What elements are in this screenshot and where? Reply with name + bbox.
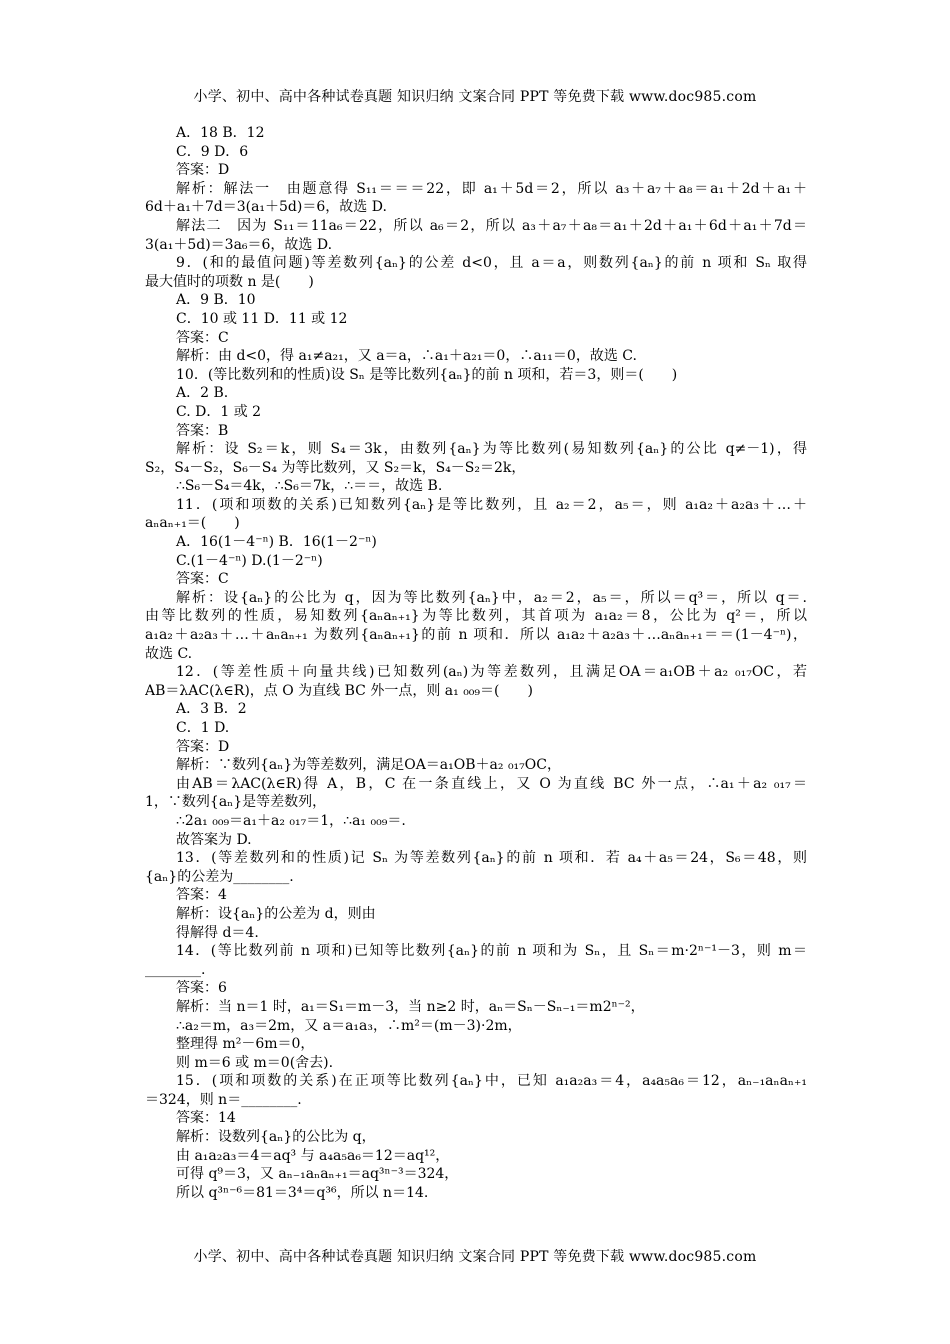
document-body bbox=[145, 124, 807, 1202]
text-line: ∴2a₁ ₀₀₉＝a₁＋a₂ ₀₁₇＝1，∴a₁ ₀₀₉＝. bbox=[176, 812, 406, 829]
text-line: 11．(项和项数的关系)已知数列{aₙ}是等比数列，且 a₂＝2，a₅＝，则 a₁a₂＋a₂a₃＋…＋ bbox=[176, 496, 807, 513]
text-line: 10．(等比数列和的性质)设 Sₙ 是等比数列{aₙ}的前 n 项和，若＝3，则＝( ) bbox=[176, 366, 678, 383]
text-line: C．9 D．6 bbox=[176, 143, 249, 160]
text-line: 由 a₁a₂a₃＝4＝aq³ 与 a₄a₅a₆＝12＝aq¹²， bbox=[176, 1147, 450, 1164]
text-line: 解析：设数列{aₙ}的公比为 q， bbox=[176, 1129, 376, 1146]
text-line: 由等比数列的性质，易知数列{aₙaₙ₊₁}为等比数列，其首项为 a₁a₂＝8，公比为 q²＝，所以 bbox=[145, 608, 807, 625]
text-line: ∴S₆－S₄＝4k，∴S₆＝7k，∴＝＝，故选 B. bbox=[176, 478, 443, 495]
text-line: 答案：D bbox=[176, 738, 230, 755]
text-line: 6d＋a₁＋7d＝3(a₁＋5d)＝6，故选 D. bbox=[145, 199, 387, 216]
text-line: C. D．1 或 2 bbox=[176, 403, 262, 420]
page-footer-banner: 小学、初中、高中各种试卷真题 知识归纳 文案合同 PPT 等免费下载 www.doc985.com bbox=[193, 1249, 757, 1265]
text-line: S₂，S₄－S₂，S₆－S₄ 为等比数列，又 S₂＝k，S₄－S₂＝2k， bbox=[145, 459, 526, 476]
text-line: 12．(等差性质＋向量共线)已知数列(aₙ)为等差数列，且满足OA＝a₁OB＋a₂ ₀₁₇OC，若 bbox=[176, 664, 807, 681]
text-line: ∴a₂＝m，a₃＝2m，又 a＝a₁a₃，∴m²＝(m－3)·2m， bbox=[176, 1017, 522, 1034]
text-line: 则 m＝6 或 m＝0(舍去). bbox=[176, 1054, 334, 1071]
text-line: 解析：∵数列{aₙ}为等差数列，满足OA＝a₁OB＋a₂ ₀₁₇OC， bbox=[176, 757, 561, 774]
text-line: AB＝λAC(λ∈R)，点 O 为直线 BC 外一点，则 a₁ ₀₀₉＝( ) bbox=[145, 682, 533, 699]
text-line: 可得 q⁹＝3，又 aₙ₋₁aₙaₙ₊₁＝aq³ⁿ⁻³＝324， bbox=[176, 1166, 459, 1183]
text-line: aₙaₙ₊₁＝( ) bbox=[145, 515, 240, 532]
text-line: C．10 或 11 D．11 或 12 bbox=[176, 310, 348, 327]
text-line: 1，∵数列{aₙ}是等差数列， bbox=[145, 794, 327, 811]
text-line: 答案：6 bbox=[176, 980, 227, 997]
text-line: 解析：设 S₂＝k，则 S₄＝3k，由数列{aₙ}为等比数列(易知数列{aₙ}的公比 q≠－1)，得 bbox=[176, 441, 807, 458]
text-line: 15．(项和项数的关系)在正项等比数列{aₙ}中，已知 a₁a₂a₃＝4，a₄a₅a₆＝12，aₙ₋₁aₙaₙ₊₁ bbox=[176, 1073, 807, 1090]
text-line: 答案：B bbox=[176, 422, 229, 439]
text-line: 13．(等差数列和的性质)记 Sₙ 为等差数列{aₙ}的前 n 项和．若 a₄＋a₅＝24，S₆＝48，则 bbox=[176, 850, 807, 867]
text-line: 解析：由 d<0，得 a₁≠a₂₁，又 a＝a，∴a₁＋a₂₁＝0，∴a₁₁＝0，故选 C. bbox=[176, 348, 637, 365]
text-line: 答案：C bbox=[176, 571, 229, 588]
text-line: C．1 D. bbox=[176, 720, 230, 736]
text-line: 解析：设{aₙ}的公差为 d，则由 bbox=[176, 905, 376, 922]
text-line: 9．(和的最值问题)等差数列{aₙ}的公差 d<0，且 a＝a，则数列{aₙ}的前 n 项和 Sₙ 取得 bbox=[176, 255, 807, 272]
text-line: 3(a₁＋5d)＝3a₆＝6，故选 D. bbox=[145, 236, 333, 253]
text-line: 解析：解法一 由题意得 S₁₁＝＝＝22，即 a₁＋5d＝2，所以 a₃＋a₇＋a₈＝a₁＋2d＋a₁＋ bbox=[176, 180, 807, 197]
text-line: A．16(1－4⁻ⁿ) B．16(1－2⁻ⁿ) bbox=[176, 534, 377, 551]
text-line: 答案：D bbox=[176, 162, 230, 179]
text-line: 最大值时的项数 n 是( ) bbox=[145, 273, 314, 290]
text-line: A．9 B．10 bbox=[176, 292, 256, 309]
text-line: 故选 C. bbox=[145, 645, 193, 662]
text-line: A．3 B．2 bbox=[176, 701, 247, 718]
text-line: 解析：设{aₙ}的公比为 q，因为等比数列{aₙ}中，a₂＝2，a₅＝，所以＝q³＝，所以 q＝. bbox=[176, 589, 807, 606]
text-line: 整理得 m²－6m＝0， bbox=[176, 1036, 315, 1053]
text-line: {aₙ}的公差为________. bbox=[145, 868, 294, 885]
text-line: 得解得 d＝4. bbox=[176, 924, 259, 941]
text-line: A．18 B．12 bbox=[176, 125, 265, 141]
text-line: a₁a₂＋a₂a₃＋…＋aₙaₙ₊₁ 为数列{aₙaₙ₊₁}的前 n 项和．所以 a₁a₂＋a₂a₃＋…aₙaₙ₊₁＝＝(1－4⁻ⁿ)， bbox=[145, 627, 807, 644]
text-line: 由AB＝λAC(λ∈R)得 A，B，C 在一条直线上，又 O 为直线 BC 外一点，∴a₁＋a₂ ₀₁₇＝ bbox=[176, 775, 807, 792]
text-line: 答案：C bbox=[176, 329, 229, 346]
text-line: 答案：14 bbox=[176, 1110, 236, 1127]
text-line: 解析：当 n＝1 时，a₁＝S₁＝m－3，当 n≥2 时，aₙ＝Sₙ－Sₙ₋₁＝m2ⁿ⁻²， bbox=[176, 998, 645, 1015]
text-line: 所以 q³ⁿ⁻⁶＝81＝3⁴＝q³⁶，所以 n＝14. bbox=[176, 1184, 429, 1201]
text-line: C.(1－4⁻ⁿ) D.(1－2⁻ⁿ) bbox=[176, 552, 323, 569]
text-line: ＝324，则 n＝________. bbox=[145, 1091, 302, 1108]
text-line: A．2 B. bbox=[176, 385, 229, 402]
text-line: 故答案为 D. bbox=[176, 831, 252, 848]
text-line: 答案：4 bbox=[176, 887, 227, 904]
page-header-banner: 小学、初中、高中各种试卷真题 知识归纳 文案合同 PPT 等免费下载 www.doc985.com bbox=[193, 89, 757, 105]
text-line: ________. bbox=[145, 961, 206, 978]
text-line: 解法二 因为 S₁₁＝11a₆＝22，所以 a₆＝2，所以 a₃＋a₇＋a₈＝a₁＋2d＋a₁＋6d＋a₁＋7d＝ bbox=[176, 217, 807, 234]
text-line: 14．(等比数列前 n 项和)已知等比数列{aₙ}的前 n 项和为 Sₙ，且 Sₙ＝m·2ⁿ⁻¹－3，则 m＝ bbox=[176, 943, 807, 960]
